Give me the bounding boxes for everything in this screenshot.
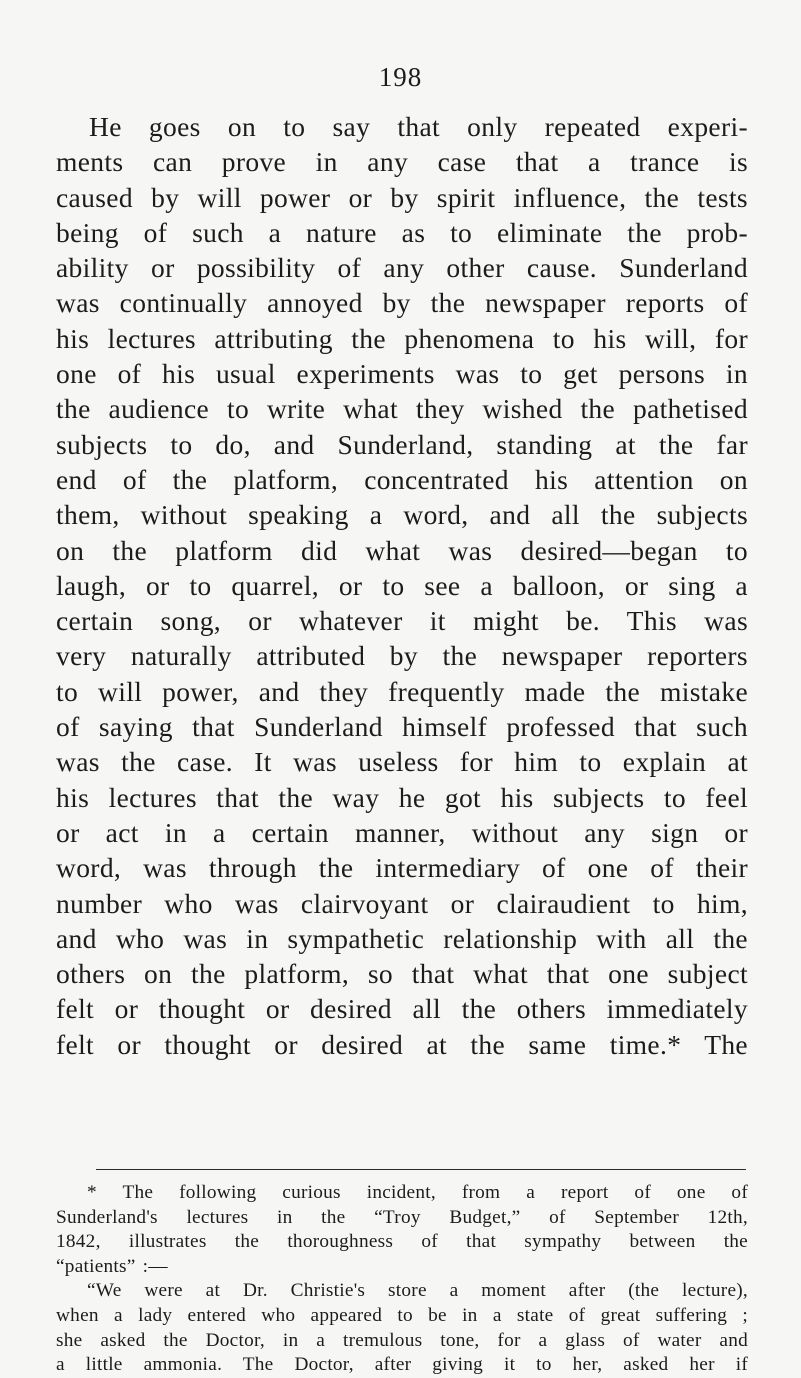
body-line: of saying that Sunderland himself professed that such: [56, 711, 748, 743]
body-line: was the case. It was useless for him to explain at: [56, 746, 748, 778]
body-line: ments can prove in any case that a trance is: [56, 146, 748, 178]
body-line: the audience to write what they wished the pathetised: [56, 393, 748, 425]
body-line: word, was through the intermediary of one of their: [56, 852, 748, 884]
body-line: and who was in sympathetic relationship with all the: [56, 922, 748, 954]
body-line: felt or thought or desired at the same time.* The: [56, 1028, 748, 1060]
body-line: one of his usual experiments was to get persons in: [56, 358, 748, 390]
footnote-divider: [96, 1169, 746, 1170]
body-line: end of the platform, concentrated his attention on: [56, 463, 748, 495]
footnote-line: 1842, illustrates the thoroughness of that sympathy between the: [56, 1231, 748, 1253]
footnote-line: she asked the Doctor, in a tremulous tone, for a glass of water and: [56, 1329, 748, 1351]
body-line: subjects to do, and Sunderland, standing at the far: [56, 428, 748, 460]
body-line: being of such a nature as to eliminate the prob-: [56, 216, 748, 248]
footnote-line: when a lady entered who appeared to be in a state of great suffering ;: [56, 1304, 748, 1326]
body-line: felt or thought or desired all the others immediately: [56, 993, 748, 1025]
body-line: very naturally attributed by the newspaper reporters: [56, 640, 748, 672]
footnote-line: “patients” :—: [56, 1255, 168, 1277]
body-line: to will power, and they frequently made the mistake: [56, 675, 748, 707]
footnote-line: * The following curious incident, from a report of one of: [87, 1182, 748, 1203]
body-line: laugh, or to quarrel, or to see a balloon, or sing a: [56, 569, 748, 601]
body-line: was continually annoyed by the newspaper reports of: [56, 287, 748, 319]
body-text: [56, 109, 748, 1062]
footnote-line: “We were at Dr. Christie's store a moment after (the lecture),: [87, 1280, 748, 1302]
body-line: ability or possibility of any other cause. Sunderland: [56, 252, 748, 284]
body-line: He goes on to say that only repeated experi-: [89, 111, 748, 142]
body-line: on the platform did what was desired—began to: [56, 534, 748, 566]
page-number: 198: [378, 62, 423, 92]
body-line: them, without speaking a word, and all the subjects: [56, 499, 748, 531]
footnote: [56, 1181, 748, 1378]
body-line: his lectures attributing the phenomena to his will, for: [56, 322, 748, 354]
body-line: his lectures that the way he got his subjects to feel: [56, 781, 748, 813]
body-line: certain song, or whatever it might be. This was: [56, 605, 748, 637]
footnote-line: a little ammonia. The Doctor, after giving it to her, asked her if: [56, 1354, 748, 1376]
footnote-line: Sunderland's lectures in the “Troy Budget,” of September 12th,: [56, 1206, 748, 1228]
body-line: number who was clairvoyant or clairaudient to him,: [56, 887, 748, 919]
body-line: caused by will power or by spirit influence, the tests: [56, 181, 748, 213]
body-line: or act in a certain manner, without any sign or: [56, 816, 748, 848]
body-line: others on the platform, so that what that one subject: [56, 958, 748, 990]
